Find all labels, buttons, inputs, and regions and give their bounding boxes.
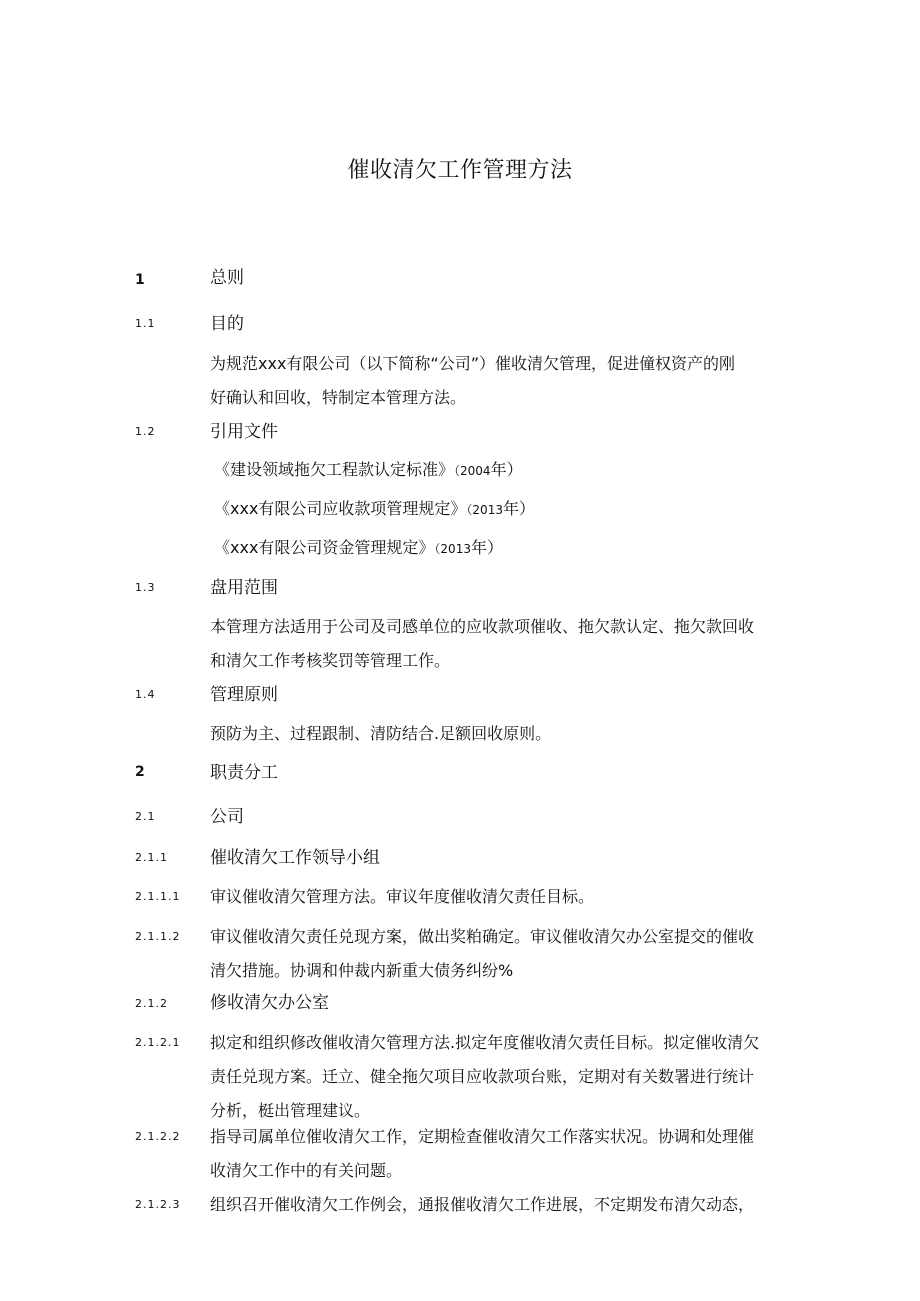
section-heading: 催收清欠工作领导小组 xyxy=(210,848,380,868)
section-number: 1 xyxy=(135,272,146,288)
paragraph xyxy=(210,880,790,914)
section-number: 1.2 xyxy=(135,425,156,438)
paragraph xyxy=(210,920,790,988)
paragraph xyxy=(210,347,790,415)
paragraph xyxy=(210,610,790,678)
section-number: 2.1.2 xyxy=(135,997,168,1010)
section-number: 1.3 xyxy=(135,581,156,594)
section-number: 1.4 xyxy=(135,688,156,701)
reference-year-close: 年） xyxy=(490,460,523,479)
paragraph-line: 组织召开催收清欠工作例会，通报催收清欠工作进展，不定期发布清欠动态， xyxy=(210,1195,755,1214)
section-heading: 修收清欠办公室 xyxy=(210,993,329,1013)
paragraph-line: 审议催收清欠管理方法。审议年度催收清欠责任目标。 xyxy=(210,887,595,906)
section-heading: 公司 xyxy=(210,807,244,827)
paragraph-line: 审议催收清欠责任兑现方案，做出奖粕确定。审议催收清欠办公室提交的催收 xyxy=(210,927,755,946)
section-number: 2 xyxy=(135,764,146,780)
section-heading: 盘用范围 xyxy=(210,578,278,598)
section-heading: 总则 xyxy=(210,268,244,288)
section-number: 1.1 xyxy=(135,317,156,330)
section-number: 2.1.2.2 xyxy=(135,1130,181,1143)
paragraph-line: 清欠措施。协调和仲裁内新重大债务纠纷% xyxy=(210,961,514,980)
paragraph xyxy=(210,1120,790,1188)
paragraph-line: 预防为主、过程跟制、清防结合.足额回收原则。 xyxy=(210,724,552,743)
section-number: 2.1.2.1 xyxy=(135,1036,181,1049)
section-number: 2.1.2.3 xyxy=(135,1198,181,1211)
section-heading: 引用文件 xyxy=(210,422,278,442)
section-number: 2.1 xyxy=(135,810,156,823)
paragraph-line: 拟定和组织修改催收清欠管理方法.拟定年度催收清欠责任目标。拟定催收清欠 xyxy=(210,1033,760,1052)
reference-year: （2004 xyxy=(454,464,491,478)
paragraph-line: 收清欠工作中的有关问题。 xyxy=(210,1161,403,1180)
reference-item xyxy=(214,536,503,561)
reference-item xyxy=(214,497,535,522)
reference-item xyxy=(214,458,523,483)
paragraph-line: 本管理方法适用于公司及司感单位的应收款项催收、拖欠款认定、拖欠款回收 xyxy=(210,617,755,636)
page-title: 催收清欠工作管理方法 xyxy=(347,158,573,183)
section-number: 2.1.1.2 xyxy=(135,930,181,943)
paragraph xyxy=(210,1026,790,1128)
paragraph-line: 指导司属单位催收清欠工作，定期检查催收清欠工作落实状况。协调和处理催 xyxy=(210,1127,755,1146)
paragraph-line: 责任兑现方案。迁立、健全拖欠项目应收款项台账，定期对有关数署进行统计 xyxy=(210,1067,755,1086)
paragraph xyxy=(210,1188,790,1222)
reference-title: 《建设领域拖欠工程款认定标准》 xyxy=(214,460,455,479)
reference-year: （2013 xyxy=(466,503,503,517)
paragraph xyxy=(210,717,790,751)
reference-year-close: 年） xyxy=(502,499,535,518)
paragraph-line: 分析，梃出管理建议。 xyxy=(210,1101,371,1120)
paragraph-line: 和清欠工作考核奖罚等管理工作。 xyxy=(210,651,451,670)
section-heading: 目的 xyxy=(210,314,244,334)
paragraph-line: 好确认和回收，特制定本管理方法。 xyxy=(210,388,467,407)
section-heading: 管理原则 xyxy=(210,685,278,705)
section-number: 2.1.1 xyxy=(135,851,168,864)
reference-title: 《xxx有限公司资金管理规定》 xyxy=(214,538,435,557)
paragraph-line: 为规范xxx有限公司（以下简称“公司”）催收清欠管理，促进僮权资产的刚 xyxy=(210,354,735,373)
reference-year: （2013 xyxy=(434,542,471,556)
section-number: 2.1.1.1 xyxy=(135,890,181,903)
section-heading: 职责分工 xyxy=(210,763,278,783)
reference-title: 《xxx有限公司应收款项管理规定》 xyxy=(214,499,467,518)
reference-year-close: 年） xyxy=(470,538,503,557)
